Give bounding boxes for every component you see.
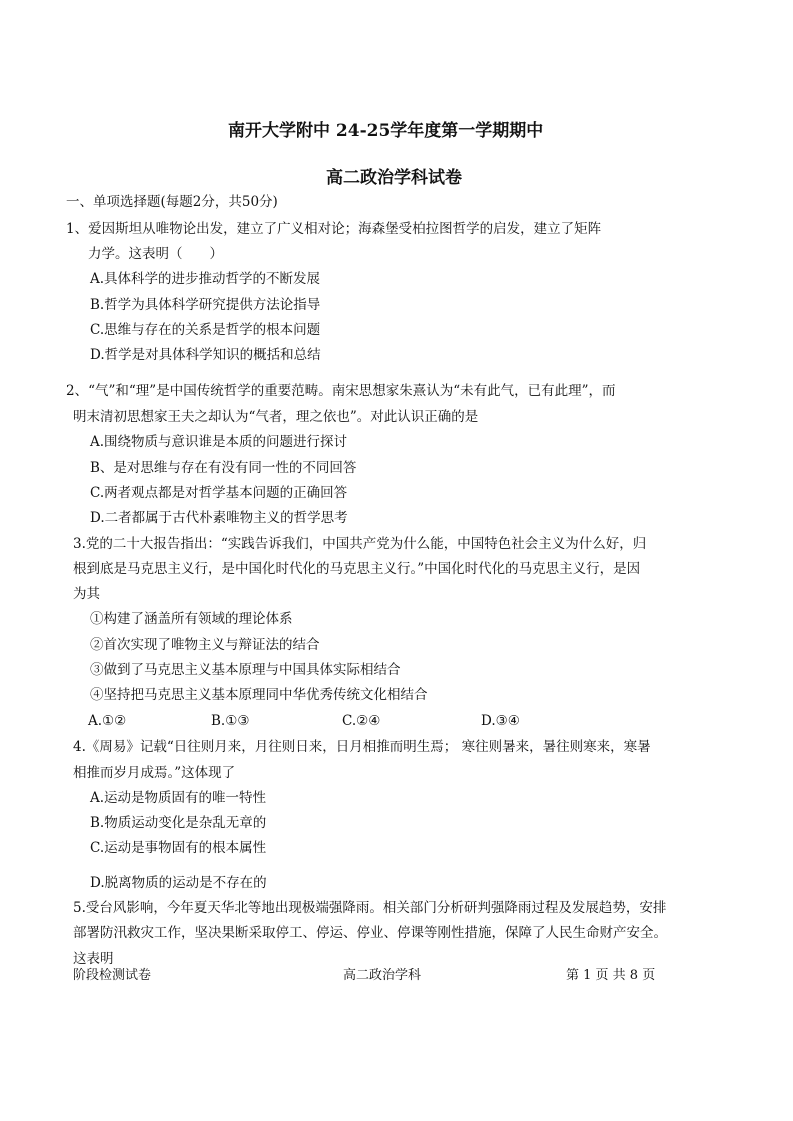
- question-3-item-4: ④坚持把马克思主义基本原理同中华优秀传统文化相结合: [90, 687, 428, 703]
- question-2-option-c: C.两者观点都是对哲学基本问题的正确回答: [90, 485, 348, 501]
- question-5-line-1: 5.受台风影响，今年夏天华北等地出现极端强降雨。相关部门分析研判强降雨过程及发展趋势，安排: [73, 900, 667, 916]
- question-3-item-2: ②首次实现了唯物主义与辩证法的结合: [90, 637, 320, 653]
- question-3-item-1: ①构建了涵盖所有领域的理论体系: [90, 611, 293, 627]
- question-5-line-2: 部署防汛救灾工作，坚决果断采取停工、停运、停业、停课等刚性措施，保障了人民生命财产安全。: [73, 925, 667, 941]
- question-3-choice-a: A.①②: [88, 713, 127, 729]
- question-4-line-2: 相推而岁月成焉。”这体现了: [73, 765, 236, 781]
- question-3-line-2: 根到底是马克思主义行，是中国化时代化的马克思主义行。”中国化时代化的马克思主义行，是因: [73, 561, 641, 577]
- question-1-option-d: D.哲学是对具体科学知识的概括和总结: [90, 347, 321, 363]
- question-3-line-3: 为其: [73, 586, 100, 602]
- footer-page-number: 第 1 页 共 8 页: [566, 968, 656, 983]
- question-2-option-b: B、是对思维与存在有没有同一性的不同回答: [90, 460, 357, 476]
- question-3-line-1: 3.党的二十大报告指出：“实践告诉我们，中国共产党为什么能，中国特色社会主义为什么好，归: [73, 536, 647, 552]
- question-3-choice-b: B.①③: [211, 713, 250, 729]
- question-5-line-3: 这表明: [73, 951, 114, 967]
- question-1-option-b: B.哲学为具体科学研究提供方法论指导: [90, 297, 321, 313]
- question-1-option-c: C.思维与存在的关系是哲学的根本问题: [90, 322, 321, 338]
- question-2-line-1: 2、“气”和“理”是中国传统哲学的重要范畴。南宋思想家朱熹认为“未有此气，已有此理”，而: [66, 383, 616, 399]
- question-2-option-d: D.二者都属于古代朴素唯物主义的哲学思考: [90, 510, 348, 526]
- exam-subtitle: 高二政治学科试卷: [326, 168, 462, 188]
- question-4-option-b: B.物质运动变化是杂乱无章的: [90, 815, 267, 831]
- question-3-item-3: ③做到了马克思主义基本原理与中国具体实际相结合: [90, 662, 401, 678]
- question-4-option-c: C.运动是事物固有的根本属性: [90, 840, 267, 856]
- question-1-line-1: 1、爱因斯坦从唯物论出发，建立了广义相对论；海森堡受柏拉图哲学的启发，建立了矩阵: [66, 221, 602, 237]
- question-4-option-d: D.脱离物质的运动是不存在的: [90, 875, 267, 891]
- question-3-choice-d: D.③④: [481, 713, 520, 729]
- question-1-option-a: A.具体科学的进步推动哲学的不断发展: [90, 271, 321, 287]
- question-4-option-a: A.运动是物质固有的唯一特性: [90, 790, 267, 806]
- footer-left: 阶段检测试卷: [73, 968, 152, 983]
- exam-title: 南开大学附中 24-25学年度第一学期期中: [228, 121, 544, 141]
- question-1-line-2: 力学。这表明（ ）: [88, 246, 223, 262]
- footer-center: 高二政治学科: [343, 968, 422, 983]
- section-heading: 一、单项选择题(每题2分，共50分): [66, 194, 278, 210]
- question-4-line-1: 4.《周易》记载“日往则月来，月往则日来，日月相推而明生焉； 寒往则暑来，暑往则寒来，寒暑: [73, 739, 651, 755]
- question-3-choice-c: C.②④: [342, 713, 381, 729]
- question-2-line-2: 明末清初思想家王夫之却认为“气者，理之依也”。对此认识正确的是: [73, 409, 479, 425]
- question-2-option-a: A.围绕物质与意识谁是本质的问题进行探讨: [90, 434, 348, 450]
